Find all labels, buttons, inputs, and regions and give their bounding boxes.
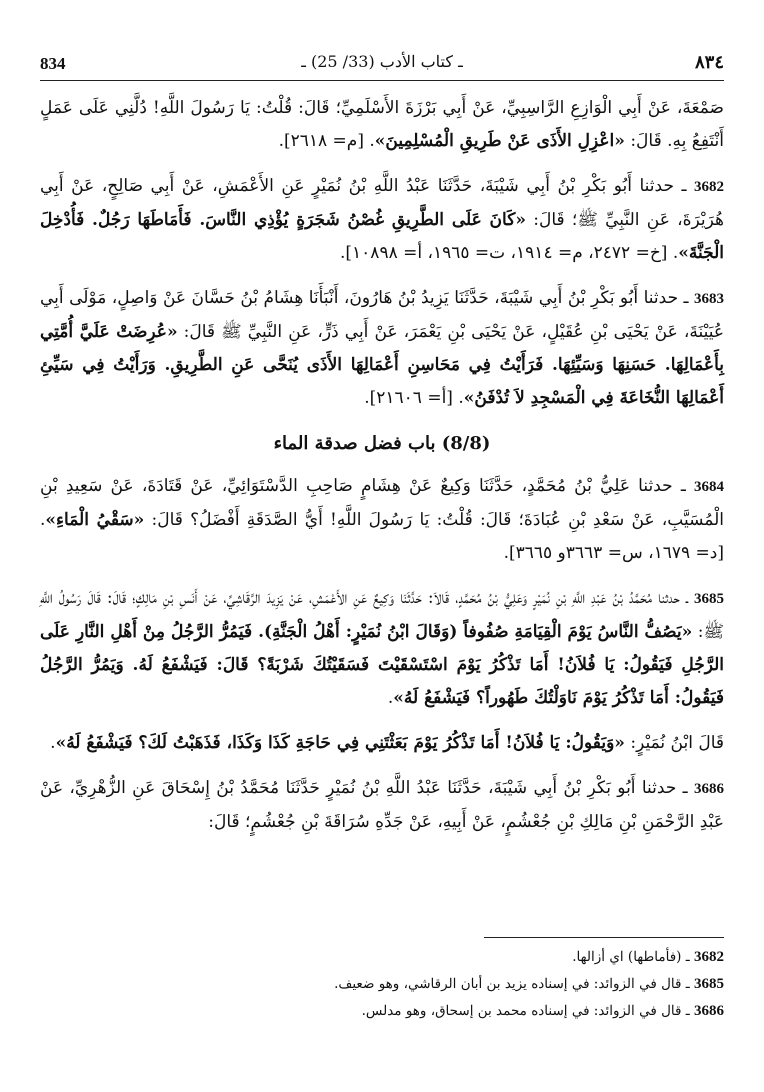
footnote xyxy=(40,944,724,971)
hadith-text: ـ حدثنا أَبُو بَكْرِ بْنُ أَبِي شَيْبَةَ، حَدَّثَنَا عَبْدُ اللَّهِ بْنُ نُمَيْرٍ حَدَّثَنَا مُحَمَّدُ بْنُ إِسْحَاقَ عَنِ الزُّهْرِيِّ، عَنْ عَبْدِ الرَّحْمَنِ بْنِ مَالِكِ بْنِ جُعْشُمٍ، عَنْ أَبِيهِ، عَنْ جَدِّهِ سُرَاقَةَ بْنِ جُعْشُمٍ؛ قَالَ: xyxy=(40,778,724,832)
footnote-number: 3686 xyxy=(694,1003,724,1019)
page-number-arabic: ٨٣٤ xyxy=(694,52,724,73)
hadith-3686 xyxy=(40,772,724,839)
footnote-text: ـ (فأماطها) اي أزالها. xyxy=(572,949,690,965)
hadith-text: ـ حدثنا عَلِيُّ بْنُ مُحَمَّدٍ، حَدَّثَنَا وَكِيعٌ عَنْ هِشَامٍ صَاحِبِ الدَّسْتَوَائِيِّ، عَنْ قَتَادَةَ، عَنْ سَعِيدِ بْنِ الْمُسَيَّبِ، عَنْ سَعْدِ بْنِ عُبَادَةَ؛ قَالَ: قُلْتُ: يَا رَسُولَ اللَّهِ! أَيُّ الصَّدَقَةِ أَفْضَلُ؟ قَالَ: xyxy=(40,476,724,530)
footnote-number: 3682 xyxy=(694,949,724,965)
hadith-number: 3685 xyxy=(694,591,724,607)
footnote-text: ـ قال في الزوائد: في إسناده محمد بن إسحاق، وهو مدلس. xyxy=(361,1003,690,1019)
section-heading: (8/8) باب فضل صدقة الماء xyxy=(273,433,491,454)
chapter-title: ـ كتاب الأدب (33/ 25) ـ xyxy=(301,52,463,71)
footnote-number: 3685 xyxy=(694,976,724,992)
hadith-number: 3682 xyxy=(694,179,724,195)
hadith-ref: . [د= ١٦٧٩، س= ٣٦٦٣و ٣٦٦٥]. xyxy=(40,510,724,563)
hadith-3685-continued xyxy=(40,727,724,760)
hadith-matn: «كَانَ عَلَى الطَّرِيقِ غُصْنُ شَجَرَةٍ يُؤْذِي النَّاسَ. فَأَمَاطَهَا رَجُلٌ. فَأُدْخِلَ الْجَنَّةَ» xyxy=(40,210,724,263)
hadith-text: قَالَ ابْنُ نُمَيْرٍ: xyxy=(624,733,724,753)
footnote xyxy=(40,971,724,998)
hadith-number: 3683 xyxy=(694,291,724,307)
footnote-text: ـ قال في الزوائد: في إسناده يزيد بن أبان الرقاشي، وهو ضعيف. xyxy=(334,976,690,992)
page-header xyxy=(40,40,724,81)
hadith-text: ـ حدثنا أَبُو بَكْرِ بْنُ أَبِي شَيْبَةَ، حَدَّثَنَا يَزِيدُ بْنُ هَارُونَ، أَنْبَأَنَا هِشَامُ بْنُ حَسَّانَ عَنْ وَاصِلٍ، مَوْلَى أَبِي عُيَيْنَةَ، عَنْ يَحْيَى بْنِ عُقَيْلٍ، عَنْ يَحْيَى بْنِ يَعْمَرَ، عَنْ أَبِي ذَرٍّ، عَنِ النَّبِيِّ ﷺ قَالَ: xyxy=(40,288,724,342)
hadith-3685 xyxy=(40,582,724,715)
hadith-ref: . xyxy=(50,733,56,753)
hadith-3684 xyxy=(40,470,724,570)
footnote xyxy=(40,998,724,1025)
footnote-divider xyxy=(484,937,724,938)
hadith-continued xyxy=(40,92,724,158)
hadith-matn: «اعْزِلِ الأَذَى عَنْ طَرِيقِ الْمُسْلِمِينَ» xyxy=(374,131,625,151)
hadith-ref: . xyxy=(387,688,394,708)
page-number-latin: 834 xyxy=(40,54,66,73)
main-text xyxy=(40,92,724,851)
hadith-ref: . [أ= ٢١٦٠٦]. xyxy=(364,388,464,408)
hadith-ref: . [خ= ٢٤٧٢، م= ١٩١٤، ت= ١٩٦٥، أ= ١٠٨٩٨]. xyxy=(340,243,679,263)
hadith-matn: «سَقْيُ الْمَاءِ» xyxy=(45,510,145,530)
hadith-matn: «عُرِضَتْ عَلَيَّ أُمَّتِي بِأَعْمَالِهَا. حَسَنِهَا وَسَيِّئِهَا. فَرَأَيْتُ فِي مَحَاسِنِ أَعْمَالِهَا الأَذَى يُنَحَّى عَنِ الطَّرِيقِ. وَرَأَيْتُ فِي سَيِّئِ أَعْمَالِهَا النُّخَاعَةَ فِي الْمَسْجِدِ لاَ تُدْفَنُ» xyxy=(40,322,724,408)
hadith-text: ـ حدثنا مُحَمَّدُ بْنُ عَبْدِ اللَّهِ بْنِ نُمَيْرٍ وَعَلِيُّ بْنُ مُحَمَّدٍ، قَالاَ: حَدَّثَنَا وَكِيعٌ عَنِ الأَعْمَشِ، عَنْ يَزِيدَ الرَّقَاشِيِّ، عَنْ أَنَسِ بْنِ مَالِكٍ؛ قَالَ: قَالَ رَسُولُ اللَّهِ ﷺ: xyxy=(40,588,724,642)
hadith-text: صَمْعَةَ، عَنْ أَبِي الْوَازِعِ الرَّاسِبِيِّ، عَنْ أَبِي بَرْزَةَ الأَسْلَمِيِّ؛ قَالَ: قُلْتُ: يَا رَسُولَ اللَّهِ! دُلَّنِي عَلَى عَمَلٍ أَنْتَفِعُ بِهِ. قَالَ: xyxy=(40,98,724,151)
hadith-matn: «يَصُفُّ النَّاسُ يَوْمَ الْقِيَامَةِ صُفُوفاً (وَقَالَ ابْنُ نُمَيْرٍ: أَهْلُ الْجَنَّةِ). فَيَمُرُّ الرَّجُلُ مِنْ أَهْلِ النَّارِ عَلَى الرَّجُلِ فَيَقُولُ: يَا فُلاَنُ! أَمَا تَذْكُرُ يَوْمَ اسْتَسْقَيْتَ فَسَقَيْتُكَ شَرْبَةً؟ قَالَ: فَيَشْفَعُ لَهُ. وَيَمُرُّ الرَّجُلُ فَيَقُولُ: أَمَا تَذْكُرُ يَوْمَ نَاوَلْتُكَ طَهُوراً؟ فَيَشْفَعُ لَهُ» xyxy=(40,622,724,708)
hadith-3682 xyxy=(40,170,724,270)
hadith-number: 3686 xyxy=(694,781,724,797)
footnotes xyxy=(40,944,724,1025)
hadith-number: 3684 xyxy=(694,479,725,495)
hadith-3683 xyxy=(40,282,724,415)
hadith-text: ـ حدثنا أَبُو بَكْرِ بْنُ أَبِي شَيْبَةَ، حَدَّثَنَا عَبْدُ اللَّهِ بْنُ نُمَيْرٍ عَنِ الأَعْمَشِ، عَنْ أَبِي صَالِحٍ، عَنْ أَبِي هُرَيْرَةَ، عَنِ النَّبِيِّ ﷺ؛ قَالَ: xyxy=(40,176,724,230)
hadith-matn: «وَيَقُولُ: يَا فُلاَنُ! أَمَا تَذْكُرُ يَوْمَ بَعَثْتَنِي فِي حَاجَةِ كَذَا وَكَذَا، فَذَهَبْتُ لَكَ؟ فَيَشْفَعُ لَهُ» xyxy=(55,733,625,753)
hadith-ref: . [م= ٢٦١٨]. xyxy=(278,131,375,151)
